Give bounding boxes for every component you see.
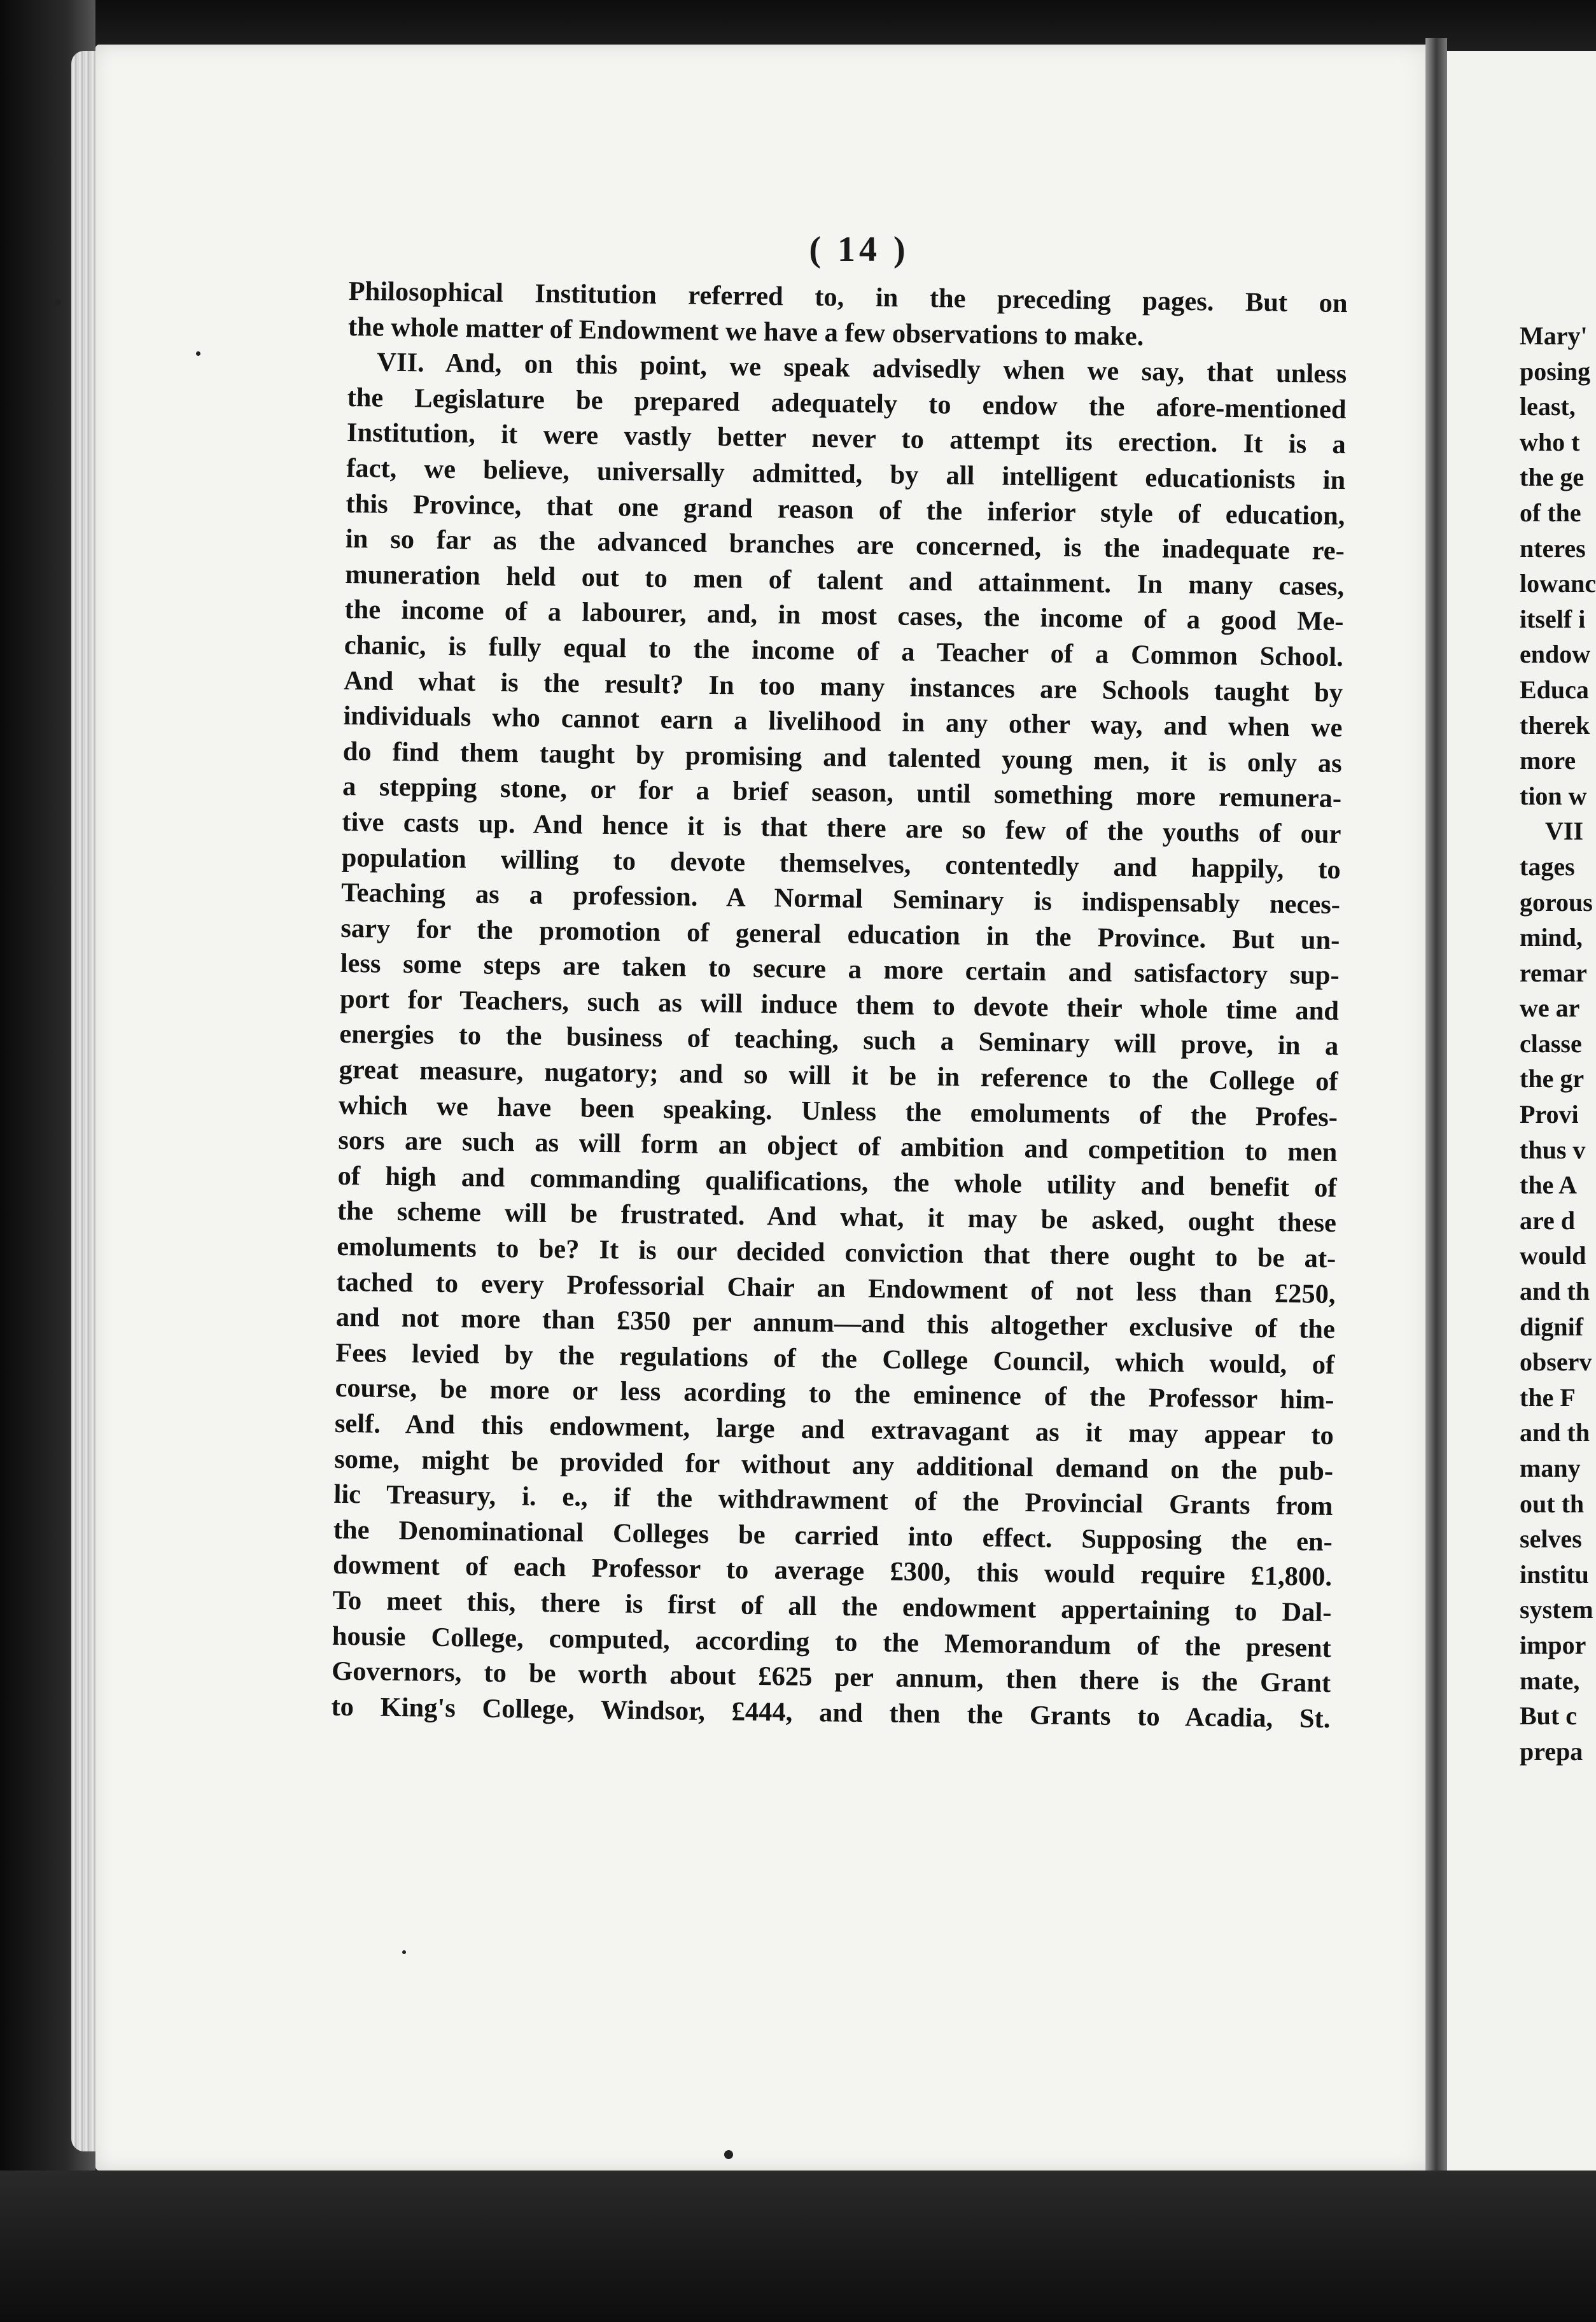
- text-line: of the: [1520, 498, 1581, 527]
- text-line: mate,: [1520, 1666, 1580, 1695]
- text-line: VII. And, on this point, we speak advisedly when we say, that unless: [377, 347, 1347, 390]
- text-line: muneration held out to men of talent and attainment. In many cases,: [344, 559, 1345, 602]
- text-line: would: [1520, 1241, 1586, 1270]
- text-line: and th: [1520, 1277, 1590, 1306]
- text-line: nteres: [1520, 533, 1586, 563]
- text-line: energies to the business of teaching, such a Seminary will prove, in a: [339, 1019, 1339, 1062]
- text-line: thus v: [1520, 1135, 1586, 1164]
- ink-speck: [55, 299, 61, 306]
- facing-page-text: [1520, 318, 1596, 1769]
- text-line: do find them taught by promising and talented young men, it is only as: [342, 736, 1343, 778]
- text-line: are d: [1520, 1206, 1576, 1235]
- text-line: many: [1520, 1454, 1581, 1482]
- text-line: the Legislature be prepared adequately to endow the afore-mentioned: [347, 382, 1347, 425]
- text-line: and th: [1520, 1418, 1590, 1447]
- text-line: posing: [1520, 356, 1591, 386]
- text-line: remar: [1520, 958, 1587, 987]
- text-line: To meet this, there is first of all the endowment appertaining to Dal-: [332, 1585, 1332, 1628]
- page-number-header: ( 14 ): [809, 230, 909, 269]
- text-line: the whole matter of Endowment we have a few observations to make.: [347, 311, 1144, 351]
- text-line: some, might be provided for without any additional demand on the pub-: [333, 1444, 1334, 1486]
- text-line: the gr: [1520, 1064, 1585, 1094]
- ink-speck: [196, 351, 200, 356]
- text-line: the A: [1520, 1171, 1577, 1200]
- text-line: in so far as the advanced branches are concerned, is the inadequate re-: [345, 524, 1345, 566]
- text-line: tached to every Professorial Chair an Endowment of not less than £250,: [336, 1267, 1336, 1309]
- text-line: impor: [1520, 1630, 1586, 1659]
- text-line: itself i: [1520, 604, 1586, 633]
- text-line: tive casts up. And hence it is that there are so few of the youths of our: [342, 806, 1341, 850]
- text-line: and not more than £350 per annum—and this altogether exclusive of the: [335, 1302, 1336, 1345]
- text-line: But c: [1520, 1701, 1577, 1731]
- text-line: And what is the result? In too many instances are Schools taught by: [343, 665, 1343, 708]
- text-line: self. And this endowment, large and extravagant as it may appear to: [334, 1408, 1334, 1451]
- text-line: out th: [1520, 1489, 1585, 1518]
- text-line: dignif: [1520, 1312, 1584, 1341]
- text-line: this Province, that one grand reason of the inferior style of education,: [346, 488, 1345, 531]
- text-line: chanic, is fully equal to the income of a Teacher of a Common School.: [344, 630, 1344, 673]
- text-line: institu: [1520, 1559, 1589, 1589]
- text-line: dowment of each Professor to average £300, this would require £1,800.: [332, 1550, 1333, 1593]
- text-line: Fees levied by the regulations of the College Council, which would, of: [335, 1337, 1335, 1380]
- text-line: the income of a labourer, and, in most cases, the income of a good Me-: [344, 595, 1344, 637]
- text-line: sors are such as will form an object of ambition and competition to men: [338, 1125, 1338, 1168]
- text-line: course, be more or less acording to the eminence of the Professor him-: [335, 1373, 1334, 1416]
- text-line: selves: [1520, 1524, 1582, 1554]
- text-line: classe: [1520, 1029, 1582, 1058]
- text-line: Educa: [1520, 675, 1589, 704]
- text-line: the Denominational Colleges be carried into effect. Supposing the en-: [333, 1514, 1333, 1557]
- text-line: great measure, nugatory; and so will it be in reference to the College of: [339, 1054, 1338, 1097]
- text-line: prepa: [1520, 1736, 1583, 1766]
- text-line: Teaching as a profession. A Normal Seminary is indispensably neces-: [340, 878, 1341, 920]
- text-line: individuals who cannot earn a livelihood in any other way, and when we: [343, 701, 1343, 743]
- text-line: a stepping stone, or for a brief season, until something more remunera-: [342, 771, 1342, 814]
- text-line: the ge: [1520, 463, 1585, 492]
- text-line: observ: [1520, 1347, 1592, 1377]
- text-line: housie College, computed, according to the Memorandum of the present: [332, 1621, 1332, 1663]
- page-body-text: [331, 274, 1348, 1736]
- text-line: the scheme will be frustrated. And what, it may be asked, ought these: [337, 1196, 1337, 1239]
- text-line: port for Teachers, such as will induce them to devote their whole time and: [339, 983, 1340, 1026]
- text-line: of high and commanding qualifications, the whole utility and benefit of: [337, 1160, 1337, 1203]
- text-line: more: [1520, 746, 1576, 775]
- text-line: VII: [1545, 817, 1584, 846]
- text-line: fact, we believe, universally admitted, by all intelligent educationists in: [346, 453, 1346, 496]
- ink-speck: [724, 2150, 733, 2159]
- text-line: Mary': [1520, 321, 1588, 350]
- text-line: sary for the promotion of general education in the Province. But un-: [340, 913, 1340, 955]
- text-line: we ar: [1520, 994, 1580, 1023]
- text-line: who t: [1520, 427, 1580, 456]
- text-line: tion w: [1520, 781, 1587, 810]
- text-line: tages: [1520, 852, 1575, 881]
- text-line: the F: [1520, 1383, 1576, 1412]
- text-line: Philosophical Institution referred to, in the preceding pages. But on: [348, 276, 1348, 319]
- text-line: less some steps are taken to secure a more certain and satisfactory sup-: [340, 948, 1340, 991]
- text-line: which we have been speaking. Unless the emoluments of the Profes-: [338, 1090, 1338, 1132]
- text-line: emoluments to be? It is our decided conviction that there ought to be at-: [337, 1231, 1336, 1274]
- text-line: population willing to devote themselves, contentedly and happily, to: [341, 842, 1341, 885]
- text-line: mind,: [1520, 923, 1583, 952]
- text-line: system: [1520, 1595, 1593, 1624]
- text-line: least,: [1520, 392, 1576, 421]
- ink-speck: [402, 1950, 406, 1954]
- text-line: to King's College, Windsor, £444, and then the Grants to Acadia, St.: [331, 1691, 1331, 1734]
- text-line: therek: [1520, 710, 1590, 740]
- text-line: Provi: [1520, 1100, 1579, 1129]
- text-line: lowanc: [1520, 569, 1596, 598]
- text-line: Institution, it were vastly better never to attempt its erection. It is a: [346, 418, 1347, 460]
- scanner-background-bottom: [0, 2171, 1596, 2322]
- text-line: lic Treasury, i. e., if the withdrawment of the Provincial Grants from: [333, 1479, 1333, 1522]
- text-line: endow: [1520, 640, 1591, 669]
- text-line: gorous: [1520, 887, 1593, 917]
- text-line: Governors, to be worth about £625 per annum, then there is the Grant: [331, 1656, 1331, 1699]
- book-gutter: [1425, 38, 1447, 2177]
